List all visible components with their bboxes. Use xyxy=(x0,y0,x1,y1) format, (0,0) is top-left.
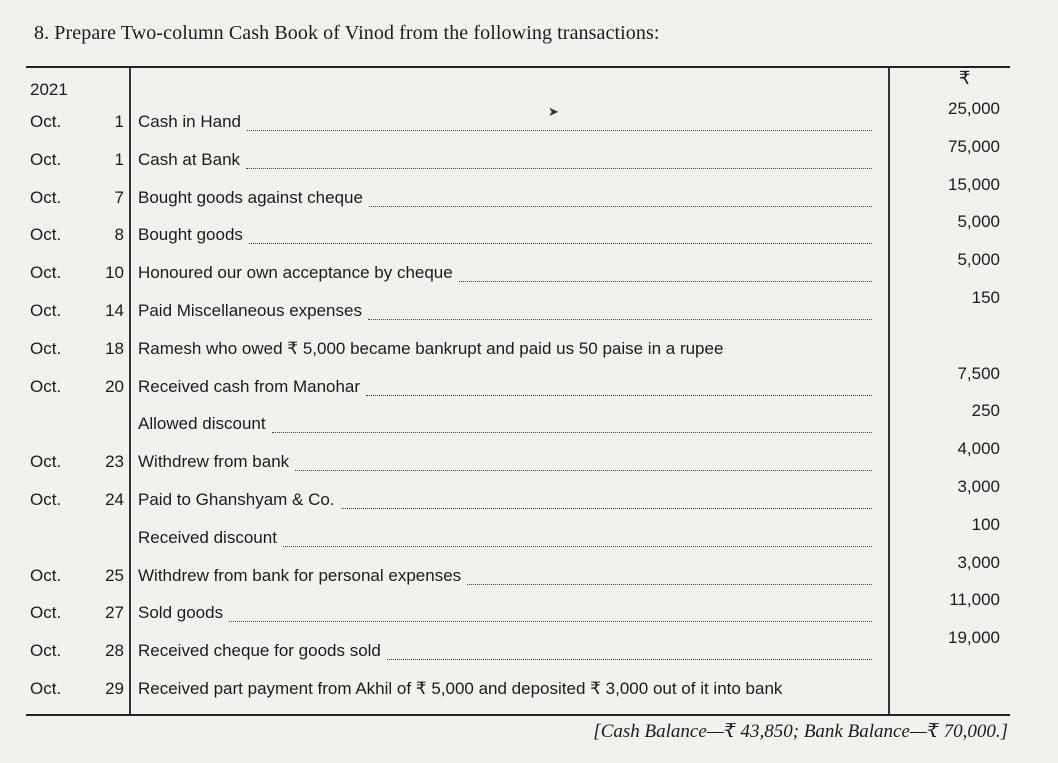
row-particulars: Sold goods xyxy=(138,603,224,623)
transactions-table xyxy=(26,66,1010,716)
row-day: 7 xyxy=(114,187,124,207)
row-particulars: Honoured our own acceptance by cheque xyxy=(138,263,453,283)
table-row xyxy=(26,337,1010,367)
row-month: Oct. xyxy=(30,149,62,169)
row-particulars: Received cheque for goods sold xyxy=(138,641,381,661)
table-row xyxy=(26,628,1010,669)
row-day: 1 xyxy=(114,112,124,131)
dotted-leader xyxy=(249,243,872,244)
row-day: 8 xyxy=(114,225,124,245)
currency-header: ₹ xyxy=(959,68,971,88)
dotted-leader xyxy=(366,395,872,396)
row-amount: 7,500 xyxy=(957,363,1000,383)
row-particulars: Cash in Hand xyxy=(138,112,242,131)
row-amount: 250 xyxy=(971,401,1000,421)
table-row xyxy=(26,401,1010,442)
row-particulars: Withdrew from bank xyxy=(138,452,290,472)
dotted-leader xyxy=(368,319,872,320)
row-month: Oct. xyxy=(30,112,62,131)
row-month: Oct. xyxy=(30,603,62,623)
row-day: 18 xyxy=(105,338,124,358)
dotted-leader xyxy=(387,659,872,660)
row-amount: 25,000 xyxy=(948,99,1000,118)
row-month: Oct. xyxy=(30,376,62,396)
dotted-leader xyxy=(272,432,872,433)
year-label: 2021 xyxy=(30,80,68,99)
table-row xyxy=(26,439,1010,480)
row-amount: 15,000 xyxy=(948,174,1000,194)
row-day: 29 xyxy=(105,679,124,698)
dotted-leader xyxy=(246,168,872,169)
row-particulars: Cash at Bank xyxy=(138,149,241,169)
row-month: Oct. xyxy=(30,565,62,585)
dotted-leader xyxy=(341,508,872,509)
row-particulars: Received discount xyxy=(138,527,277,547)
row-month: Oct. xyxy=(30,225,62,245)
table-row xyxy=(26,514,1010,556)
row-amount: 100 xyxy=(971,514,1000,534)
row-month: Oct. xyxy=(30,263,62,283)
row-month: Oct. xyxy=(30,490,62,509)
dotted-leader xyxy=(459,281,872,282)
table-row xyxy=(26,288,1010,329)
table-row xyxy=(26,212,1010,253)
table-row xyxy=(26,552,1010,594)
row-day: 24 xyxy=(105,490,124,509)
row-particulars: Withdrew from bank for personal expenses xyxy=(138,565,462,585)
table-row xyxy=(26,477,1010,518)
row-particulars: Allowed discount xyxy=(138,414,266,434)
row-month: Oct. xyxy=(30,338,62,358)
row-day: 28 xyxy=(105,641,124,661)
table-row xyxy=(26,250,1010,291)
table-row xyxy=(26,99,1010,140)
row-day: 20 xyxy=(105,376,124,396)
row-particulars: Paid Miscellaneous expenses xyxy=(138,301,362,320)
dotted-leader xyxy=(247,130,872,131)
dotted-leader xyxy=(283,546,872,547)
row-day: 14 xyxy=(105,301,124,320)
row-day: 23 xyxy=(105,452,124,472)
row-particulars: Received cash from Manohar xyxy=(138,376,361,396)
dotted-leader xyxy=(467,584,872,585)
row-month: Oct. xyxy=(30,187,62,207)
dotted-leader xyxy=(295,470,872,471)
row-amount: 75,000 xyxy=(948,136,1000,156)
row-particulars: Paid to Ghanshyam & Co. xyxy=(138,490,335,509)
row-day: 27 xyxy=(105,603,124,623)
row-particulars: Ramesh who owed ₹ 5,000 became bankrupt and paid us 50 paise in a rupee xyxy=(138,338,724,358)
row-day: 25 xyxy=(105,565,124,585)
dotted-leader xyxy=(369,206,872,207)
row-month: Oct. xyxy=(30,301,62,320)
row-month: Oct. xyxy=(30,452,62,472)
row-amount: 150 xyxy=(971,288,1000,307)
question-heading: 8. Prepare Two-column Cash Book of Vinod from the following transactions: xyxy=(34,22,660,44)
row-day: 1 xyxy=(114,149,124,169)
row-amount: 5,000 xyxy=(957,212,1000,232)
answer-line: [Cash Balance—₹ 43,850; Bank Balance—₹ 70,000.] xyxy=(593,721,1008,742)
row-amount: 19,000 xyxy=(948,628,1000,648)
table-row xyxy=(26,136,1010,178)
stray-mark-icon: ➤ xyxy=(548,104,559,119)
row-amount: 3,000 xyxy=(957,477,1000,496)
row-month: Oct. xyxy=(30,641,62,661)
table-row xyxy=(26,677,1010,707)
row-amount: 3,000 xyxy=(957,552,1000,572)
row-amount: 4,000 xyxy=(957,439,1000,459)
table-row xyxy=(26,174,1010,216)
row-particulars: Bought goods against cheque xyxy=(138,187,363,207)
row-particulars: Received part payment from Akhil of ₹ 5,000 and deposited ₹ 3,000 out of it into bank xyxy=(138,679,783,698)
row-amount: 5,000 xyxy=(957,250,1000,270)
row-month: Oct. xyxy=(30,679,62,698)
table-row xyxy=(26,590,1010,631)
dotted-leader xyxy=(229,621,872,622)
row-day: 10 xyxy=(105,263,124,283)
table-row xyxy=(26,363,1010,405)
row-amount: 11,000 xyxy=(949,590,1000,610)
row-particulars: Bought goods xyxy=(138,225,243,245)
